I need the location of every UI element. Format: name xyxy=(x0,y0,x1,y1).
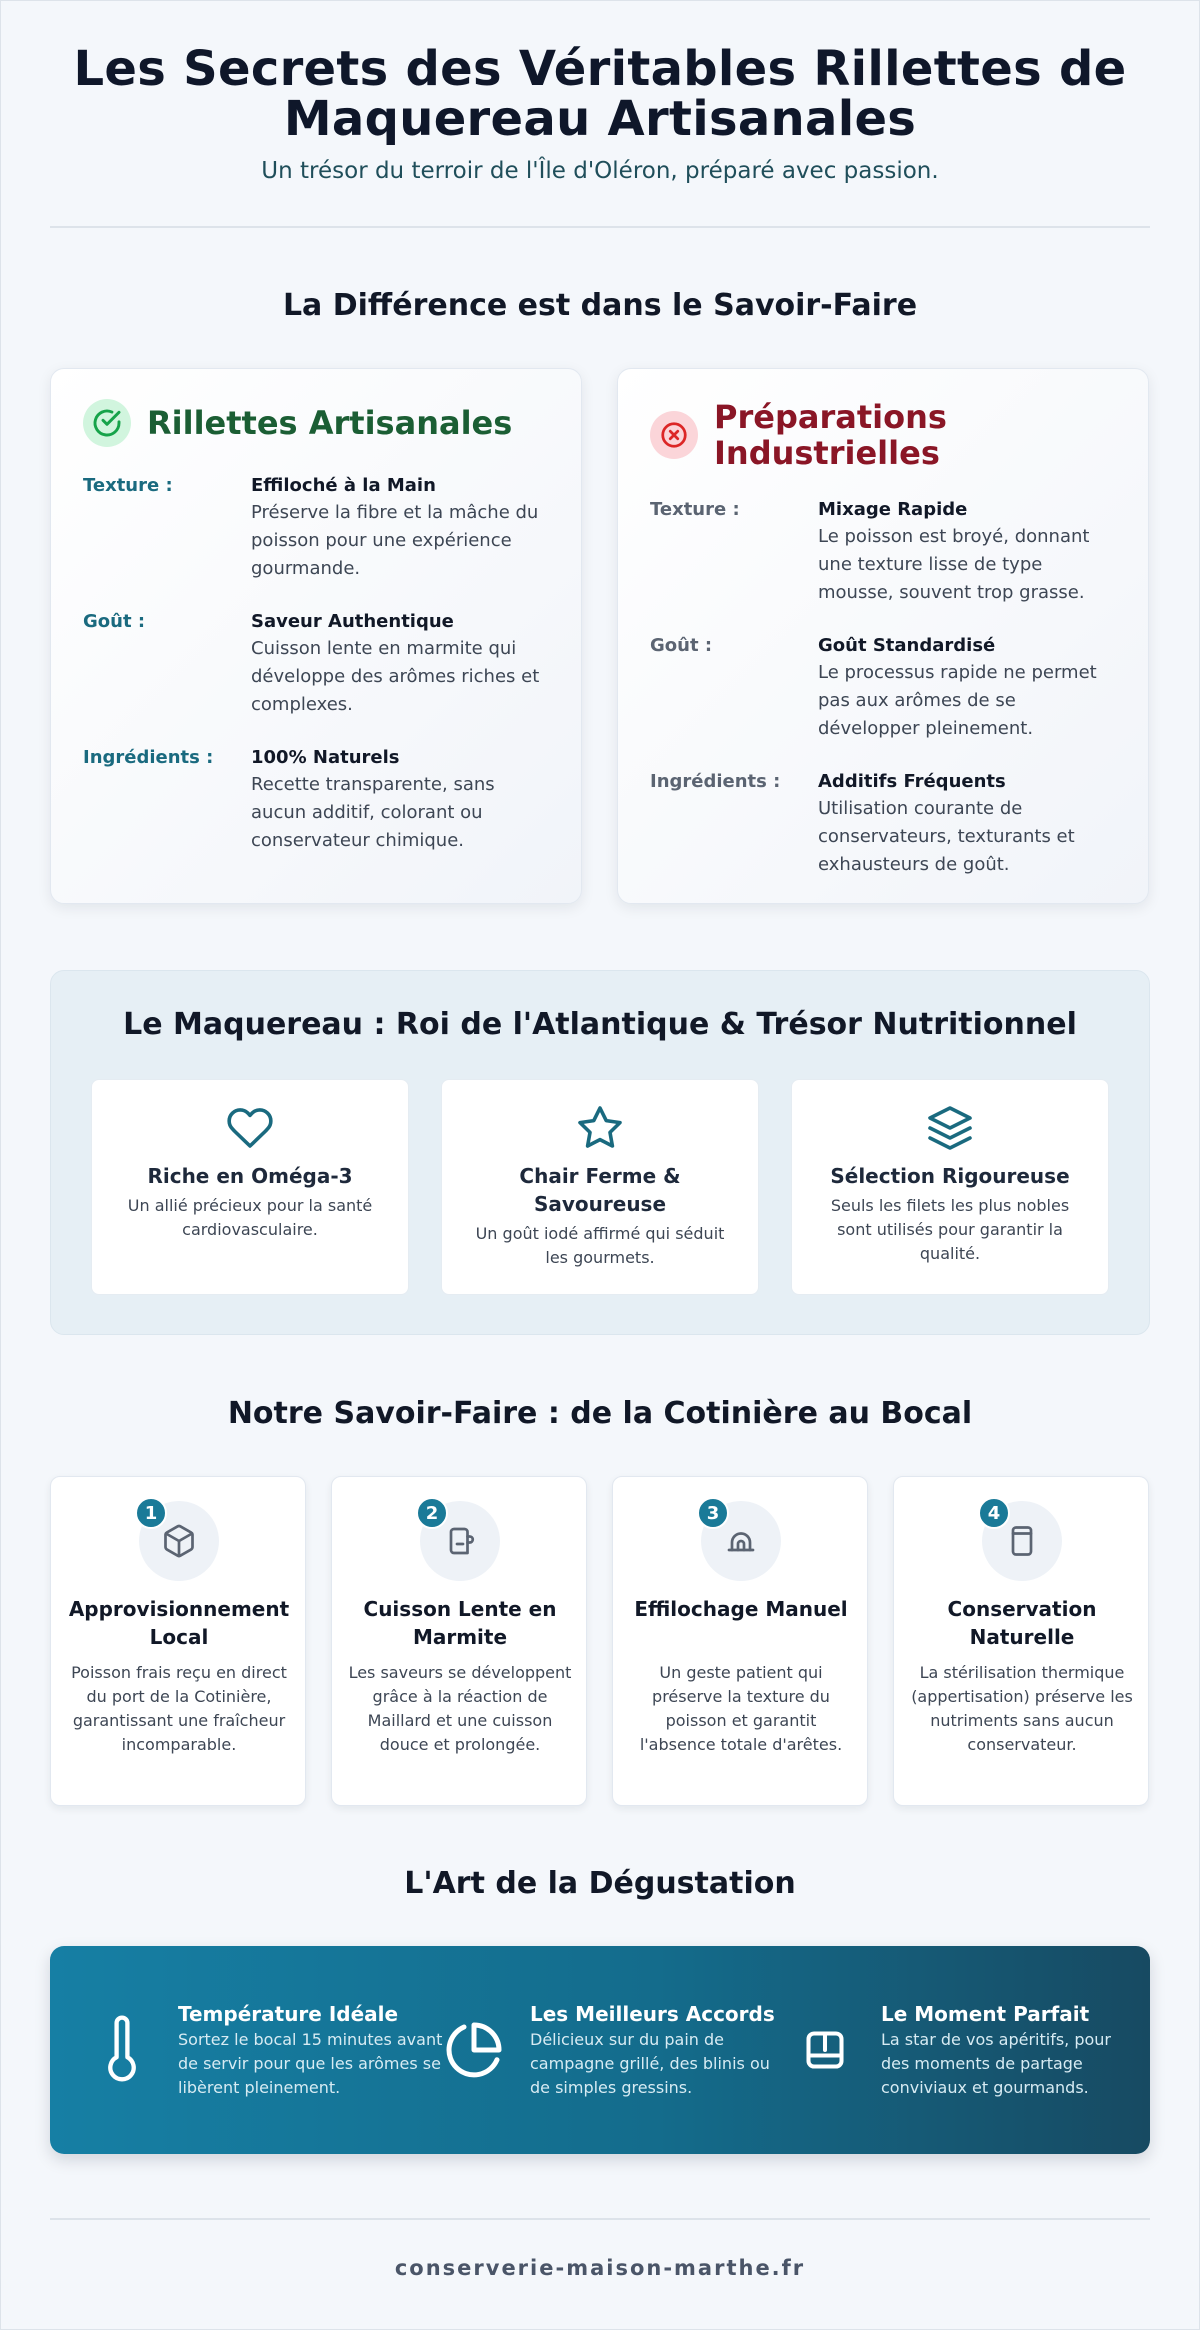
artisanal-title: Rillettes Artisanales xyxy=(147,404,513,442)
step-number: 3 xyxy=(697,1497,729,1529)
step-desc: Un geste patient qui préserve la texture du poisson et garantit l'absence totale d'arêtes. xyxy=(639,1663,843,1754)
attr-label: Ingrédients : xyxy=(83,747,214,768)
tasting-desc: Sortez le bocal 15 minutes avant de servir pour que les arômes se libèrent pleinement. xyxy=(178,2030,443,2097)
benefit-desc: Seuls les filets les plus nobles sont utilisés pour garantir la qualité. xyxy=(830,1196,1070,1263)
attr-name: Additifs Fréquents xyxy=(818,771,1006,792)
benefit-card xyxy=(441,1079,759,1295)
step-number: 4 xyxy=(978,1497,1010,1529)
step-desc: Poisson frais reçu en direct du port de la Cotinière, garantissant une fraîcheur incomparable. xyxy=(71,1663,287,1754)
tasting-desc: Délicieux sur du pain de campagne grillé, des blinis ou de simples gressins. xyxy=(530,2030,770,2097)
attr-desc: Utilisation courante de conservateurs, texturants et exhausteurs de goût. xyxy=(818,798,1075,875)
step-desc: Les saveurs se développent grâce à la réaction de Maillard et une cuisson douce et prolongée. xyxy=(348,1663,572,1754)
industrial-card xyxy=(617,368,1149,904)
page-subtitle: Un trésor du terroir de l'Île d'Oléron, préparé avec passion. xyxy=(261,158,939,184)
thermometer-icon xyxy=(88,2014,156,2086)
page-title: Les Secrets des Véritables Rillettes de Maquereau Artisanales xyxy=(73,41,1127,147)
step-desc: La stérilisation thermique (appertisation) préserve les nutriments sans aucun conservateur. xyxy=(911,1663,1133,1754)
footer-divider xyxy=(50,2218,1150,2220)
step-number: 2 xyxy=(416,1497,448,1529)
benefit-title: Sélection Rigoureuse xyxy=(830,1164,1070,1188)
attr-label: Ingrédients : xyxy=(650,771,781,792)
comparison-section-title: La Différence est dans le Savoir-Faire xyxy=(282,288,918,323)
header-divider xyxy=(50,226,1150,228)
step-title: Effilochage Manuel xyxy=(634,1597,848,1621)
tasting-item xyxy=(440,1946,790,2154)
mackerel-section-title: Le Maquereau : Roi de l'Atlantique & Trésor Nutritionnel xyxy=(123,1007,1077,1042)
artisanal-row xyxy=(83,745,549,855)
footer-site-link[interactable]: conserverie-maison-marthe.fr xyxy=(394,2256,806,2280)
attr-label: Goût : xyxy=(650,635,713,656)
check-circle-icon xyxy=(83,399,131,447)
artisanal-card xyxy=(50,368,582,904)
step-number: 1 xyxy=(135,1497,167,1529)
attr-desc: Cuisson lente en marmite qui développe des arômes riches et complexes. xyxy=(251,638,540,715)
tasting-section-title: L'Art de la Dégustation xyxy=(404,1866,796,1901)
benefit-card xyxy=(791,1079,1109,1295)
tasting-title: Température Idéale xyxy=(178,2002,399,2026)
benefit-title: Riche en Oméga-3 xyxy=(147,1164,353,1188)
layers-icon xyxy=(812,1104,1088,1152)
tasting-item xyxy=(88,1946,458,2154)
attr-name: Mixage Rapide xyxy=(818,499,968,520)
calendar-icon xyxy=(791,2026,859,2074)
star-icon xyxy=(462,1104,738,1152)
industrial-row xyxy=(650,497,1116,607)
attr-label: Texture : xyxy=(650,499,740,520)
process-step xyxy=(612,1476,868,1806)
artisanal-row xyxy=(83,473,549,583)
tasting-item xyxy=(791,1946,1131,2154)
heart-icon xyxy=(112,1104,388,1152)
mackerel-panel xyxy=(50,970,1150,1335)
attr-label: Texture : xyxy=(83,475,173,496)
industrial-title: Préparations Industrielles xyxy=(714,398,947,472)
process-step xyxy=(331,1476,587,1806)
tasting-title: Le Moment Parfait xyxy=(881,2002,1090,2026)
attr-name: Effiloché à la Main xyxy=(251,475,436,496)
attr-label: Goût : xyxy=(83,611,146,632)
benefit-title: Chair Ferme & Savoureuse xyxy=(519,1164,681,1216)
tasting-desc: La star de vos apéritifs, pour des moments de partage conviviaux et gourmands. xyxy=(881,2030,1111,2097)
industrial-row xyxy=(650,769,1116,879)
process-section-title: Notre Savoir-Faire : de la Cotinière au Bocal xyxy=(227,1396,973,1431)
page-header xyxy=(50,41,1150,184)
attr-desc: Le poisson est broyé, donnant une texture lisse de type mousse, souvent trop grasse. xyxy=(818,526,1090,603)
industrial-row xyxy=(650,633,1116,743)
x-circle-icon xyxy=(650,411,698,459)
process-step xyxy=(893,1476,1149,1806)
benefit-desc: Un allié précieux pour la santé cardiovasculaire. xyxy=(127,1196,373,1239)
step-title: Approvisionnement Local xyxy=(68,1597,290,1649)
benefit-card xyxy=(91,1079,409,1295)
step-title: Cuisson Lente en Marmite xyxy=(363,1597,557,1649)
attr-name: 100% Naturels xyxy=(251,747,400,768)
process-step xyxy=(50,1476,306,1806)
artisanal-row xyxy=(83,609,549,719)
attr-desc: Le processus rapide ne permet pas aux arômes de se développer pleinement. xyxy=(818,662,1097,739)
attr-name: Goût Standardisé xyxy=(818,635,996,656)
attr-name: Saveur Authentique xyxy=(251,611,454,632)
pie-chart-icon xyxy=(440,2020,508,2080)
tasting-panel xyxy=(50,1946,1150,2154)
attr-desc: Recette transparente, sans aucun additif, colorant ou conservateur chimique. xyxy=(251,774,495,851)
tasting-title: Les Meilleurs Accords xyxy=(530,2002,775,2026)
attr-desc: Préserve la fibre et la mâche du poisson pour une expérience gourmande. xyxy=(251,502,539,579)
benefit-desc: Un goût iodé affirmé qui séduit les gourmets. xyxy=(475,1224,725,1267)
step-title: Conservation Naturelle xyxy=(947,1597,1097,1649)
